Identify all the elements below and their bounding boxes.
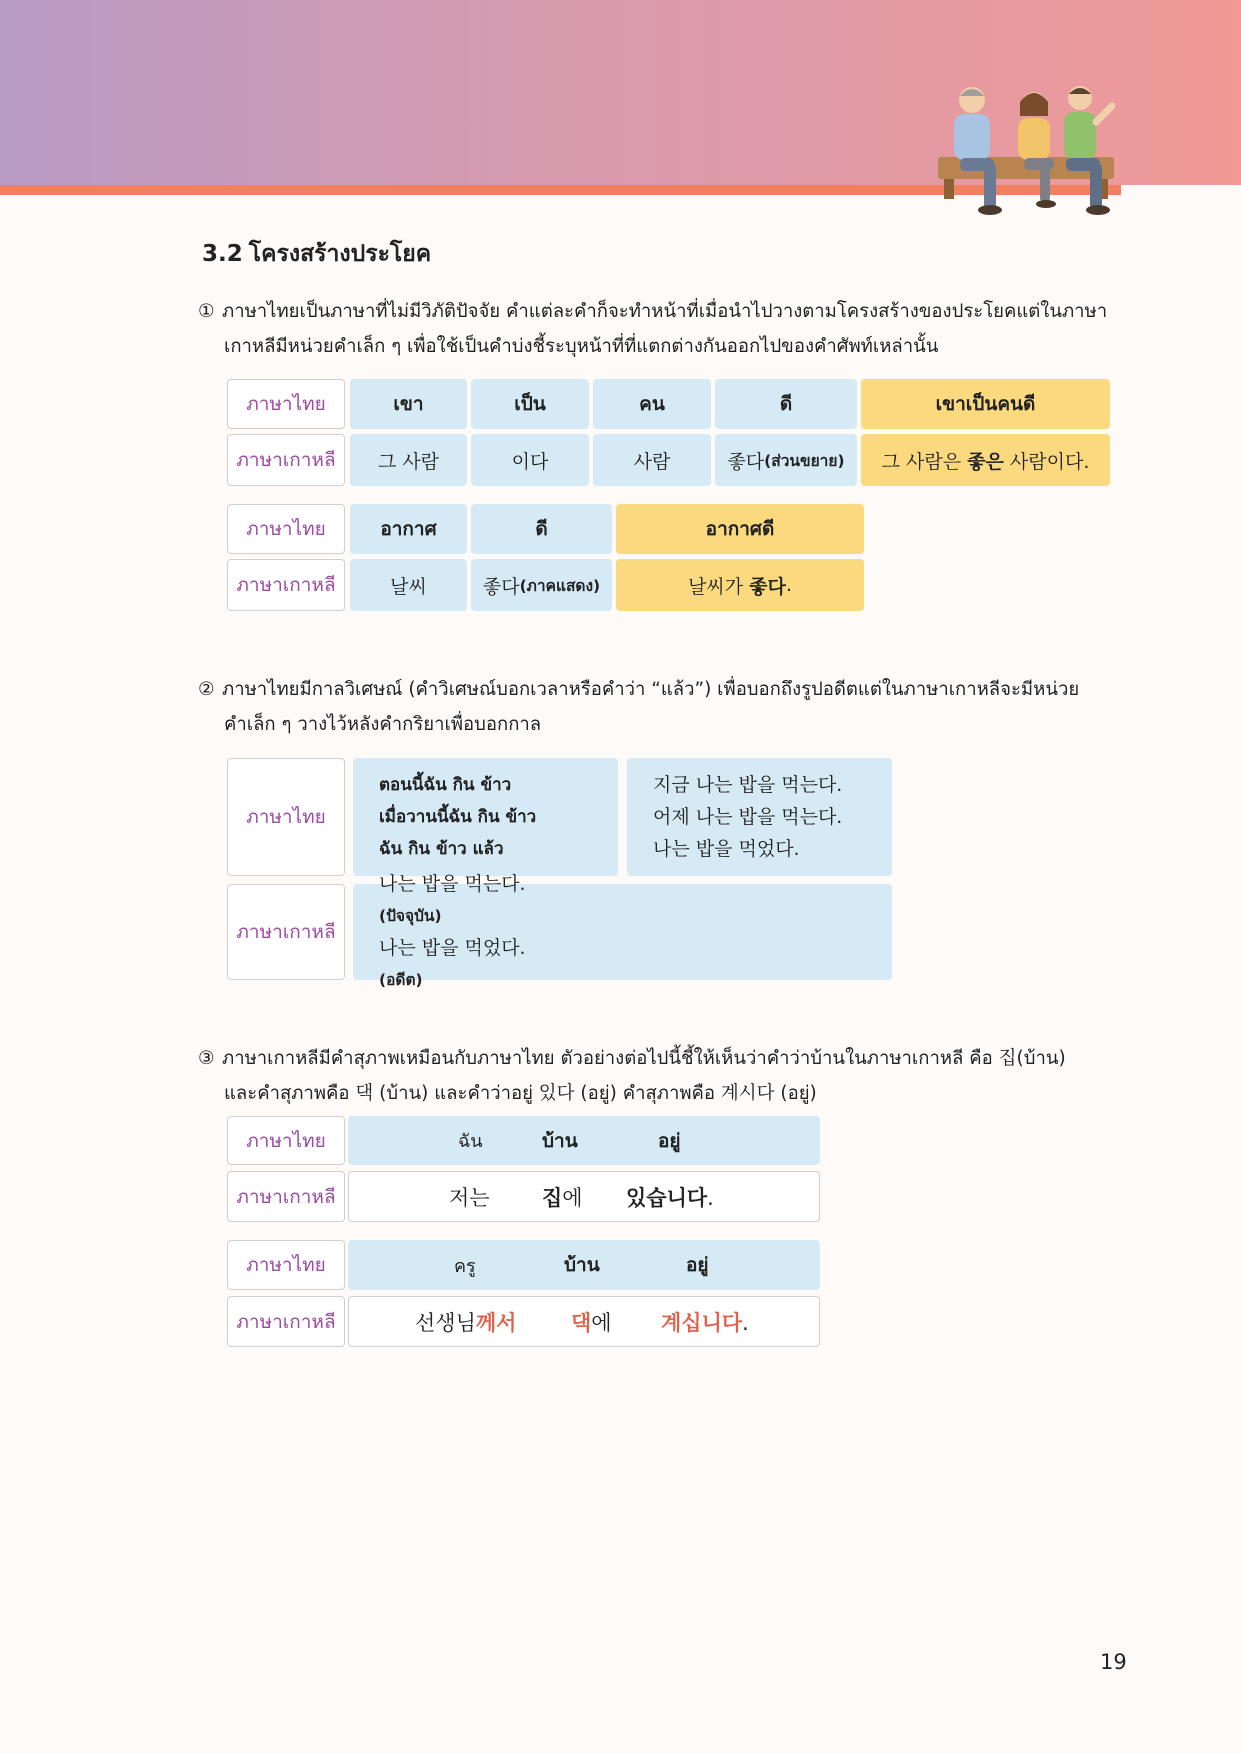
label-korean: ภาษาเกาหลี — [227, 1171, 345, 1222]
korean-word: 좋다 — [727, 450, 765, 473]
people-illustration — [930, 72, 1130, 217]
korean-word: 좋다 — [482, 575, 520, 598]
item-marker-1: ① — [198, 301, 215, 322]
korean-particle: 에 — [562, 1185, 583, 1210]
thai-example-line: ฉัน กิน ข้าว แล้ว — [379, 839, 504, 859]
korean-sentence-part: 그 사람은 — [881, 450, 968, 473]
label-thai: ภาษาไทย — [227, 504, 345, 554]
paragraph-2-line1: ภาษาไทยมีกาลวิเศษณ์ (คำวิเศษณ์บอกเวลาหรือคำว่า “แล้ว”) เพื่อบอกถึงรูปอดีตแต่ในภาษาเกาหลีจะมีหน่วย — [222, 679, 1080, 700]
thai-honorific-row — [348, 1116, 820, 1165]
thai-example-line: เมื่อวานนี้ฉัน กิน ข้าว — [379, 807, 537, 827]
section-title-text: โครงสร้างประโยค — [248, 241, 432, 267]
korean-word: 사람 — [593, 434, 711, 486]
honorific-noun: 댁 — [571, 1310, 592, 1335]
paragraph-1 — [198, 294, 1128, 364]
korean-word-with-note — [471, 559, 612, 611]
korean-sentence-highlight: 좋은 — [967, 450, 1004, 473]
grammar-note: (ส่วนขยาย) — [764, 451, 845, 470]
thai-word: ดี — [471, 504, 612, 554]
korean-noun: 집 — [542, 1185, 563, 1210]
label-thai: ภาษาไทย — [227, 379, 345, 429]
paragraph-1-line2: เกาหลีมีหน่วยคำเล็ก ๆ เพื่อใช้เป็นคำบ่งชี้ระบุหน้าที่ที่แตกต่างกันออกไปของคำศัพท์เหล่านั้น — [224, 336, 939, 357]
korean-present-line — [379, 868, 526, 932]
page-number: 19 — [1100, 1650, 1127, 1674]
paragraph-3-line1: ภาษาเกาหลีมีคำสุภาพเหมือนกับภาษาไทย ตัวอย่างต่อไปนี้ชี้ให้เห็นว่าคำว่าบ้านในภาษาเกาหลี คือ 집(บ้าน) — [222, 1048, 1066, 1069]
thai-sentence: อากาศดี — [616, 504, 864, 554]
grammar-note: (ภาคแสดง) — [519, 576, 601, 595]
section-number: 3.2 — [202, 241, 243, 267]
korean-tense-summary — [353, 873, 892, 989]
korean-example-line: 어제 나는 밥을 먹는다. — [653, 806, 843, 828]
korean-past-line — [379, 932, 526, 996]
korean-sentence-part: . — [785, 574, 792, 596]
korean-tense-examples — [627, 758, 892, 876]
thai-word: คน — [593, 379, 711, 429]
paragraph-1-line1: ภาษาไทยเป็นภาษาที่ไม่มีวิภัติปัจจัย คำแต่ละคำก็จะทำหน้าที่เมื่อนำไปวางตามโครงสร้างของประโยคแต่ในภาษา — [222, 301, 1108, 322]
korean-sentence-part: 사람이다. — [1003, 450, 1090, 473]
korean-place — [542, 1182, 583, 1212]
label-thai: ภาษาไทย — [227, 758, 345, 876]
thai-word: บ้าน — [542, 1129, 578, 1152]
korean-particle: 에 — [591, 1310, 612, 1335]
thai-word: ครู — [454, 1255, 476, 1277]
paragraph-3 — [198, 1041, 1128, 1111]
korean-word-with-note — [715, 434, 857, 486]
korean-sentence-part: 날씨가 — [688, 575, 750, 598]
thai-word: ดี — [715, 379, 857, 429]
korean-verb-word: 있습니다 — [626, 1185, 708, 1210]
korean-past: 나는 밥을 먹었다. — [379, 937, 526, 959]
thai-word: บ้าน — [564, 1254, 600, 1276]
korean-period: . — [742, 1310, 749, 1335]
korean-plain-sentence — [348, 1171, 820, 1222]
korean-subject: 저는 — [449, 1185, 490, 1210]
korean-word: 그 사람 — [350, 434, 467, 486]
label-thai: ภาษาไทย — [227, 1116, 345, 1165]
thai-word: อากาศ — [350, 504, 467, 554]
paragraph-2 — [198, 672, 1128, 742]
label-korean: ภาษาเกาหลี — [227, 1296, 345, 1347]
korean-noun: 선생님 — [415, 1310, 476, 1335]
korean-subject — [415, 1307, 516, 1337]
thai-word: อยู่ — [658, 1129, 681, 1152]
item-marker-2: ② — [198, 679, 215, 700]
label-korean: ภาษาเกาหลี — [227, 559, 345, 611]
thai-word: เป็น — [471, 379, 589, 429]
korean-verb — [661, 1307, 749, 1337]
korean-sentence — [616, 559, 864, 611]
korean-word: 날씨 — [350, 559, 467, 611]
korean-sentence — [861, 434, 1110, 486]
thai-example-line: ตอนนี้ฉัน กิน ข้าว — [379, 775, 512, 795]
korean-verb — [626, 1182, 714, 1212]
label-korean: ภาษาเกาหลี — [227, 884, 345, 980]
thai-tense-examples — [353, 758, 618, 876]
tense-note: (อดีต) — [379, 971, 423, 989]
item-marker-3: ③ — [198, 1048, 215, 1069]
thai-honorific-row — [348, 1240, 820, 1290]
korean-sentence-highlight: 좋다 — [749, 575, 786, 598]
thai-word: ฉัน — [458, 1131, 483, 1152]
korean-place — [571, 1307, 612, 1337]
korean-example-line: 지금 나는 밥을 먹는다. — [653, 774, 843, 796]
paragraph-2-line2: คำเล็ก ๆ วางไว้หลังคำกริยาเพื่อบอกกาล — [224, 714, 542, 735]
korean-word: 이다 — [471, 434, 589, 486]
thai-sentence: เขาเป็นคนดี — [861, 379, 1110, 429]
korean-period: . — [707, 1185, 714, 1210]
thai-word: อยู่ — [686, 1254, 709, 1276]
honorific-particle: 께서 — [475, 1310, 517, 1335]
honorific-verb: 계십니다 — [661, 1310, 743, 1335]
label-korean: ภาษาเกาหลี — [227, 434, 345, 486]
thai-word: เขา — [350, 379, 467, 429]
paragraph-3-line2: และคำสุภาพคือ 댁 (บ้าน) และคำว่าอยู่ 있다 (อยู่) คำสุภาพคือ 계시다 (อยู่) — [224, 1083, 817, 1104]
label-thai: ภาษาไทย — [227, 1240, 345, 1290]
korean-honorific-sentence — [348, 1296, 820, 1347]
section-title — [202, 236, 431, 272]
tense-note: (ปัจจุบัน) — [379, 907, 442, 925]
korean-example-line: 나는 밥을 먹었다. — [653, 838, 800, 860]
korean-present: 나는 밥을 먹는다. — [379, 873, 526, 895]
